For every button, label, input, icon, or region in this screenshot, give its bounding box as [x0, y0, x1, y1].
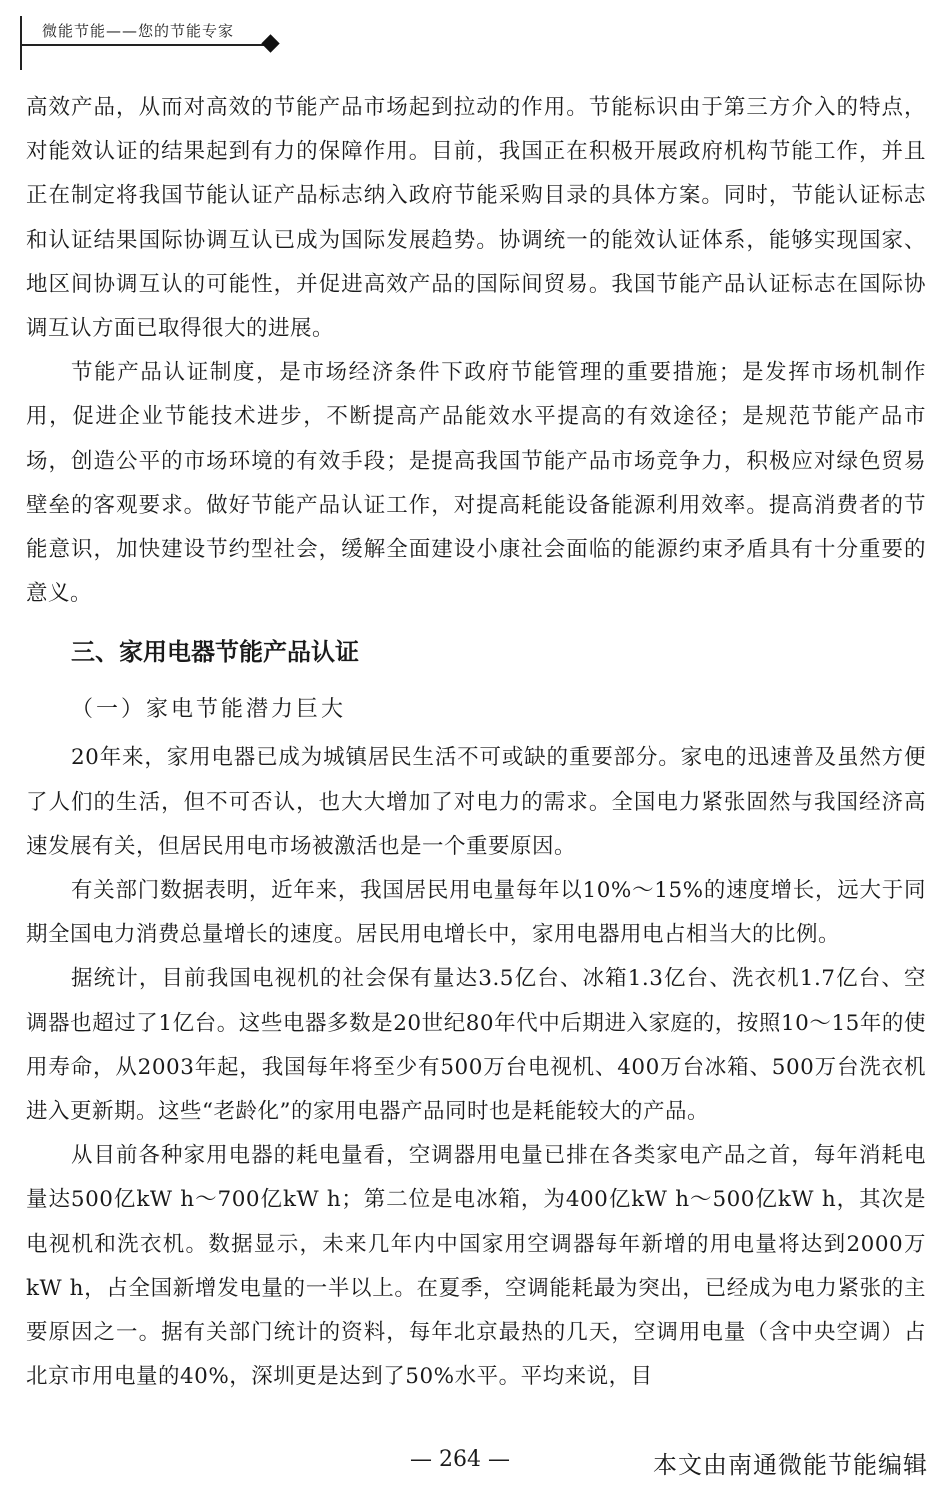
paragraph: 节能产品认证制度，是市场经济条件下政府节能管理的重要措施；是发挥市场机制作用，促进企业节能技术进步，不断提高产品能效水平提高的有效途径；是规范节能产品市场，创造公平的市场环境的有效手段；是提高我国节能产品市场竞争力，积极应对绿色贸易壁垒的客观要求。做好节能产品认证工作，对提高耗能设备能源利用效率。提高消费者的节能意识，加快建设节约型社会，缓解全面建设小康社会面临的能源约束矛盾具有十分重要的意义。: [26, 360, 926, 607]
paragraph: 从目前各种家用电器的耗电量看，空调器用电量已排在各类家电产品之首，每年消耗电量达500亿kW h～700亿kW h；第二位是电冰箱，为400亿kW h～500亿kW h，其次是电视机和洗衣机。数据显示，未来几年内中国家用空调器每年新增的用电量将达到2000万kW h，占全国新增发电量的一半以上。在夏季，空调能耗最为突出，已经成为电力紧张的主要原因之一。据有关部门统计的资料，每年北京最热的几天，空调用电量（含中央空调）占北京市用电量的40%，深圳更是达到了50%水平。平均来说，目: [26, 1143, 926, 1390]
paragraph: 20年来，家用电器已成为城镇居民生活不可或缺的重要部分。家电的迅速普及虽然方便了人们的生活，但不可否认，也大大增加了对电力的需求。全国电力紧张固然与我国经济高速发展有关，但居民用电市场被激活也是一个重要原因。: [26, 745, 926, 859]
page-number: — 264 —: [410, 1447, 510, 1472]
paragraph: 有关部门数据表明，近年来，我国居民用电量每年以10%～15%的速度增长，远大于同期全国电力消费总量增长的速度。居民用电增长中，家用电器用电占相当大的比例。: [26, 878, 926, 948]
section-heading: 三、家用电器节能产品认证: [71, 638, 359, 667]
page-body: [26, 86, 926, 1399]
editor-note: 本文由南通微能节能编辑: [653, 1451, 928, 1479]
header-vertical-rule: [20, 16, 22, 70]
paragraph: 高效产品，从而对高效的节能产品市场起到拉动的作用。节能标识由于第三方介入的特点，对能效认证的结果起到有力的保障作用。目前，我国正在积极开展政府机构节能工作，并且正在制定将我国节能认证产品标志纳入政府节能采购目录的具体方案。同时，节能认证标志和认证结果国际协调互认已成为国际发展趋势。协调统一的能效认证体系，能够实现国家、地区间协调互认的可能性，并促进高效产品的国际间贸易。我国节能产品认证标志在国际协调互认方面已取得很大的进展。: [26, 95, 926, 342]
header-horizontal-rule: [20, 44, 270, 46]
paragraph: 据统计，目前我国电视机的社会保有量达3.5亿台、冰箱1.3亿台、洗衣机1.7亿台、空调器也超过了1亿台。这些电器多数是20世纪80年代中后期进入家庭的，按照10～15年的使用寿命，从2003年起，我国每年将至少有500万台电视机、400万台冰箱、500万台洗衣机进入更新期。这些“老龄化”的家用电器产品同时也是耗能较大的产品。: [26, 966, 926, 1125]
running-title: 微能节能——您的节能专家: [42, 22, 235, 40]
subsection-heading: （一）家电节能潜力巨大: [71, 697, 347, 723]
page-footer: [0, 1445, 950, 1485]
diamond-icon: [261, 34, 279, 52]
running-header: [20, 16, 282, 72]
